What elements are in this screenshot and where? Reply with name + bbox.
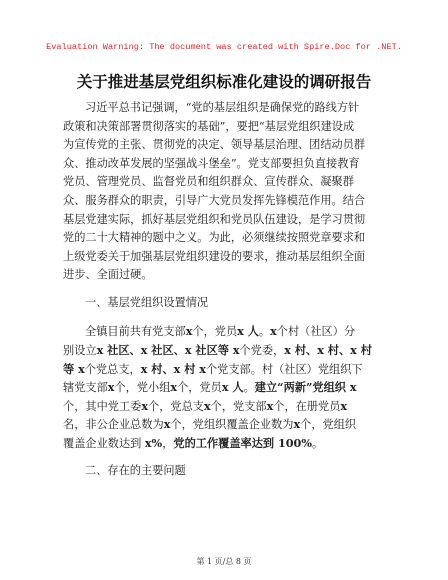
paragraph-line: 上级党委关于加强基层党组织建设的要求，推动基层组织全面 (63, 249, 366, 263)
bold-text: x (270, 324, 277, 339)
paragraph-line (63, 434, 383, 453)
bold-text: x (185, 324, 193, 339)
bold-text: x (203, 398, 211, 413)
text-run: 个，党组织覆盖企业数为 (170, 418, 294, 432)
text-run: 个党支部。村（社区）党组织下 (205, 362, 363, 376)
text-run: 个党总支， (84, 362, 141, 376)
bold-text: x 人 (237, 324, 259, 339)
document-body (63, 99, 383, 480)
bold-text: x (266, 398, 274, 413)
bold-text: x 村、x 村 x (140, 361, 206, 376)
text-run: 个，在册党员 (273, 399, 341, 413)
section-heading: 一、基层党组织设置情况 (85, 296, 209, 310)
bold-text: x (163, 417, 171, 432)
page-footer: 第 1 页/总 8 页 (196, 557, 252, 566)
text-run: 。 (311, 436, 324, 450)
text-run: 个村（社区）分 (276, 325, 356, 339)
text-run: 个，党员 (177, 381, 222, 395)
bold-text: x (107, 380, 115, 395)
evaluation-warning: Evaluation Warning: The document was created with Spire.Doc for .NET. (46, 42, 402, 52)
paragraph-intro (63, 99, 383, 285)
text-run: 。 (258, 325, 271, 339)
paragraph-line: 基层党建实际，抓好基层党组织和党员队伍建设，是学习贯彻 (63, 212, 366, 226)
paragraph-line (63, 322, 383, 341)
paragraph-org-setup (63, 322, 383, 452)
text-run: 。 (243, 381, 255, 395)
paragraph-line (63, 378, 383, 397)
bold-text: x 村、x 村、x 村 (284, 342, 372, 357)
paragraph-line: 政策和决策部署贯彻落实的基础”，要把“基层党组织建设成 (63, 119, 355, 133)
bold-text: x (170, 380, 178, 395)
paragraph-line: 党员、管理党员、监督党员和组织群众、宣传群众、凝聚群 (63, 175, 354, 189)
document-title: 关于推进基层党组织标准化建设的调研报告 (76, 73, 372, 91)
paragraph-line: 党的二十大精神的题中之义。为此，必须继续按照党章要求和 (63, 231, 366, 245)
bold-text: x 人 (221, 380, 244, 395)
text-run: 个，党组织 (300, 418, 357, 432)
text-run: 个，党总支 (148, 399, 204, 413)
paragraph-line: 进步、全面过硬。 (63, 268, 153, 282)
text-run: ， (162, 436, 174, 450)
text-run: 个党委， (239, 343, 285, 357)
bold-text: 建立“两新”党组织 x (254, 380, 357, 395)
text-run: 辖党支部 (63, 381, 108, 395)
text-run: 个，党支部 (210, 399, 267, 413)
paragraph-line (63, 360, 383, 379)
bold-text: x (340, 398, 348, 413)
text-run: 别设立 (63, 343, 97, 357)
paragraph-line: 习近平总书记强调，“党的基层组织是确保党的路线方针 (85, 101, 360, 114)
bold-text: 党的工作覆盖率达到 100% (173, 435, 312, 450)
text-run: 全镇目前共有党支部 (85, 325, 186, 339)
text-run: 个，党小组 (114, 381, 171, 395)
bold-text: x 社区、x 社区、x 社区等 x (96, 342, 240, 357)
paragraph-line (63, 341, 383, 360)
section-heading: 二、存在的主要问题 (85, 463, 186, 477)
bold-text: x% (144, 435, 163, 450)
text-run: 覆盖企业数达到 (63, 436, 145, 450)
text-run: 名，非公企业总数为 (63, 418, 164, 432)
bold-text: 等 x (63, 361, 85, 376)
text-run: 个，其中党工委 (63, 399, 142, 413)
bold-text: x (293, 417, 301, 432)
paragraph-line: 众、推动改革发展的坚强战斗堡垒”。党支部要担负直接教育 (63, 156, 360, 170)
text-run: 个，党员 (192, 325, 238, 339)
bold-text: x (141, 398, 148, 413)
paragraph-line (63, 397, 383, 416)
paragraph-line (63, 415, 383, 434)
paragraph-line: 为宣传党的主张、贯彻党的决定、领导基层治理、团结动员群 (63, 138, 366, 152)
paragraph-line: 众、服务群众的职责，引导广大党员发挥先锋模范作用。结合 (63, 193, 366, 207)
